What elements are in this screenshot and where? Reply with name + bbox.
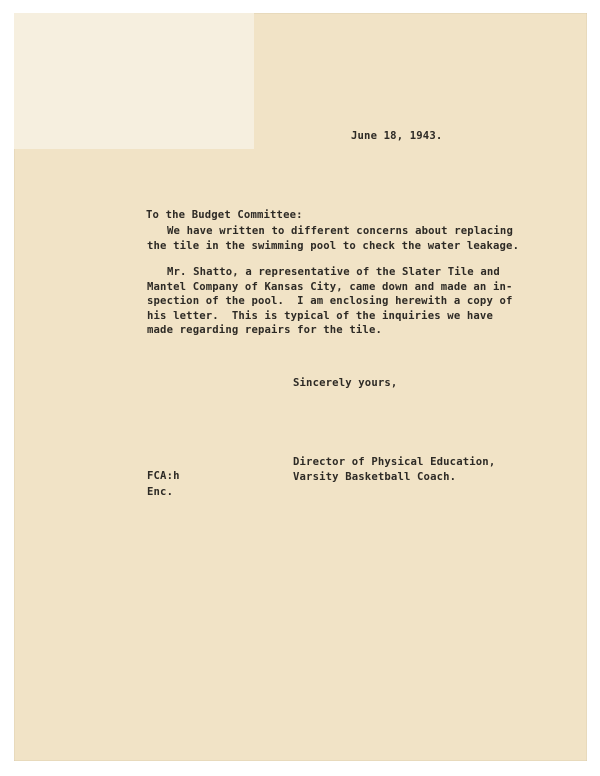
letter-body xyxy=(14,13,587,761)
signature-block xyxy=(293,455,495,484)
paragraph-1-line: the tile in the swimming pool to check the water leakage. xyxy=(147,239,520,252)
signature-title-line: Director of Physical Education, xyxy=(293,456,496,468)
typist-initials: FCA:h xyxy=(147,470,180,482)
paragraph-2-line: spection of the pool. I am enclosing herewith a copy of xyxy=(147,295,513,307)
paragraph-1 xyxy=(147,224,519,253)
paragraph-2-line: his letter. This is typical of the inquiries we have xyxy=(147,309,493,322)
closing: Sincerely yours, xyxy=(293,377,398,389)
paragraph-2-line: Mr. Shatto, a representative of the Slater Tile and xyxy=(167,266,500,278)
letter-date: June 18, 1943. xyxy=(351,130,443,142)
signature-title-line: Varsity Basketball Coach. xyxy=(293,470,457,483)
paragraph-2-line: made regarding repairs for the tile. xyxy=(147,324,383,336)
paragraph-1-line: We have written to different concerns about replacing xyxy=(167,225,513,237)
enclosure-note: Enc. xyxy=(147,485,174,498)
reference-block xyxy=(147,469,180,499)
letter-page xyxy=(14,13,587,761)
salutation: To the Budget Committee: xyxy=(146,209,303,221)
paragraph-2-line: Mantel Company of Kansas City, came down and made an in- xyxy=(147,280,513,293)
paragraph-2 xyxy=(147,265,513,338)
